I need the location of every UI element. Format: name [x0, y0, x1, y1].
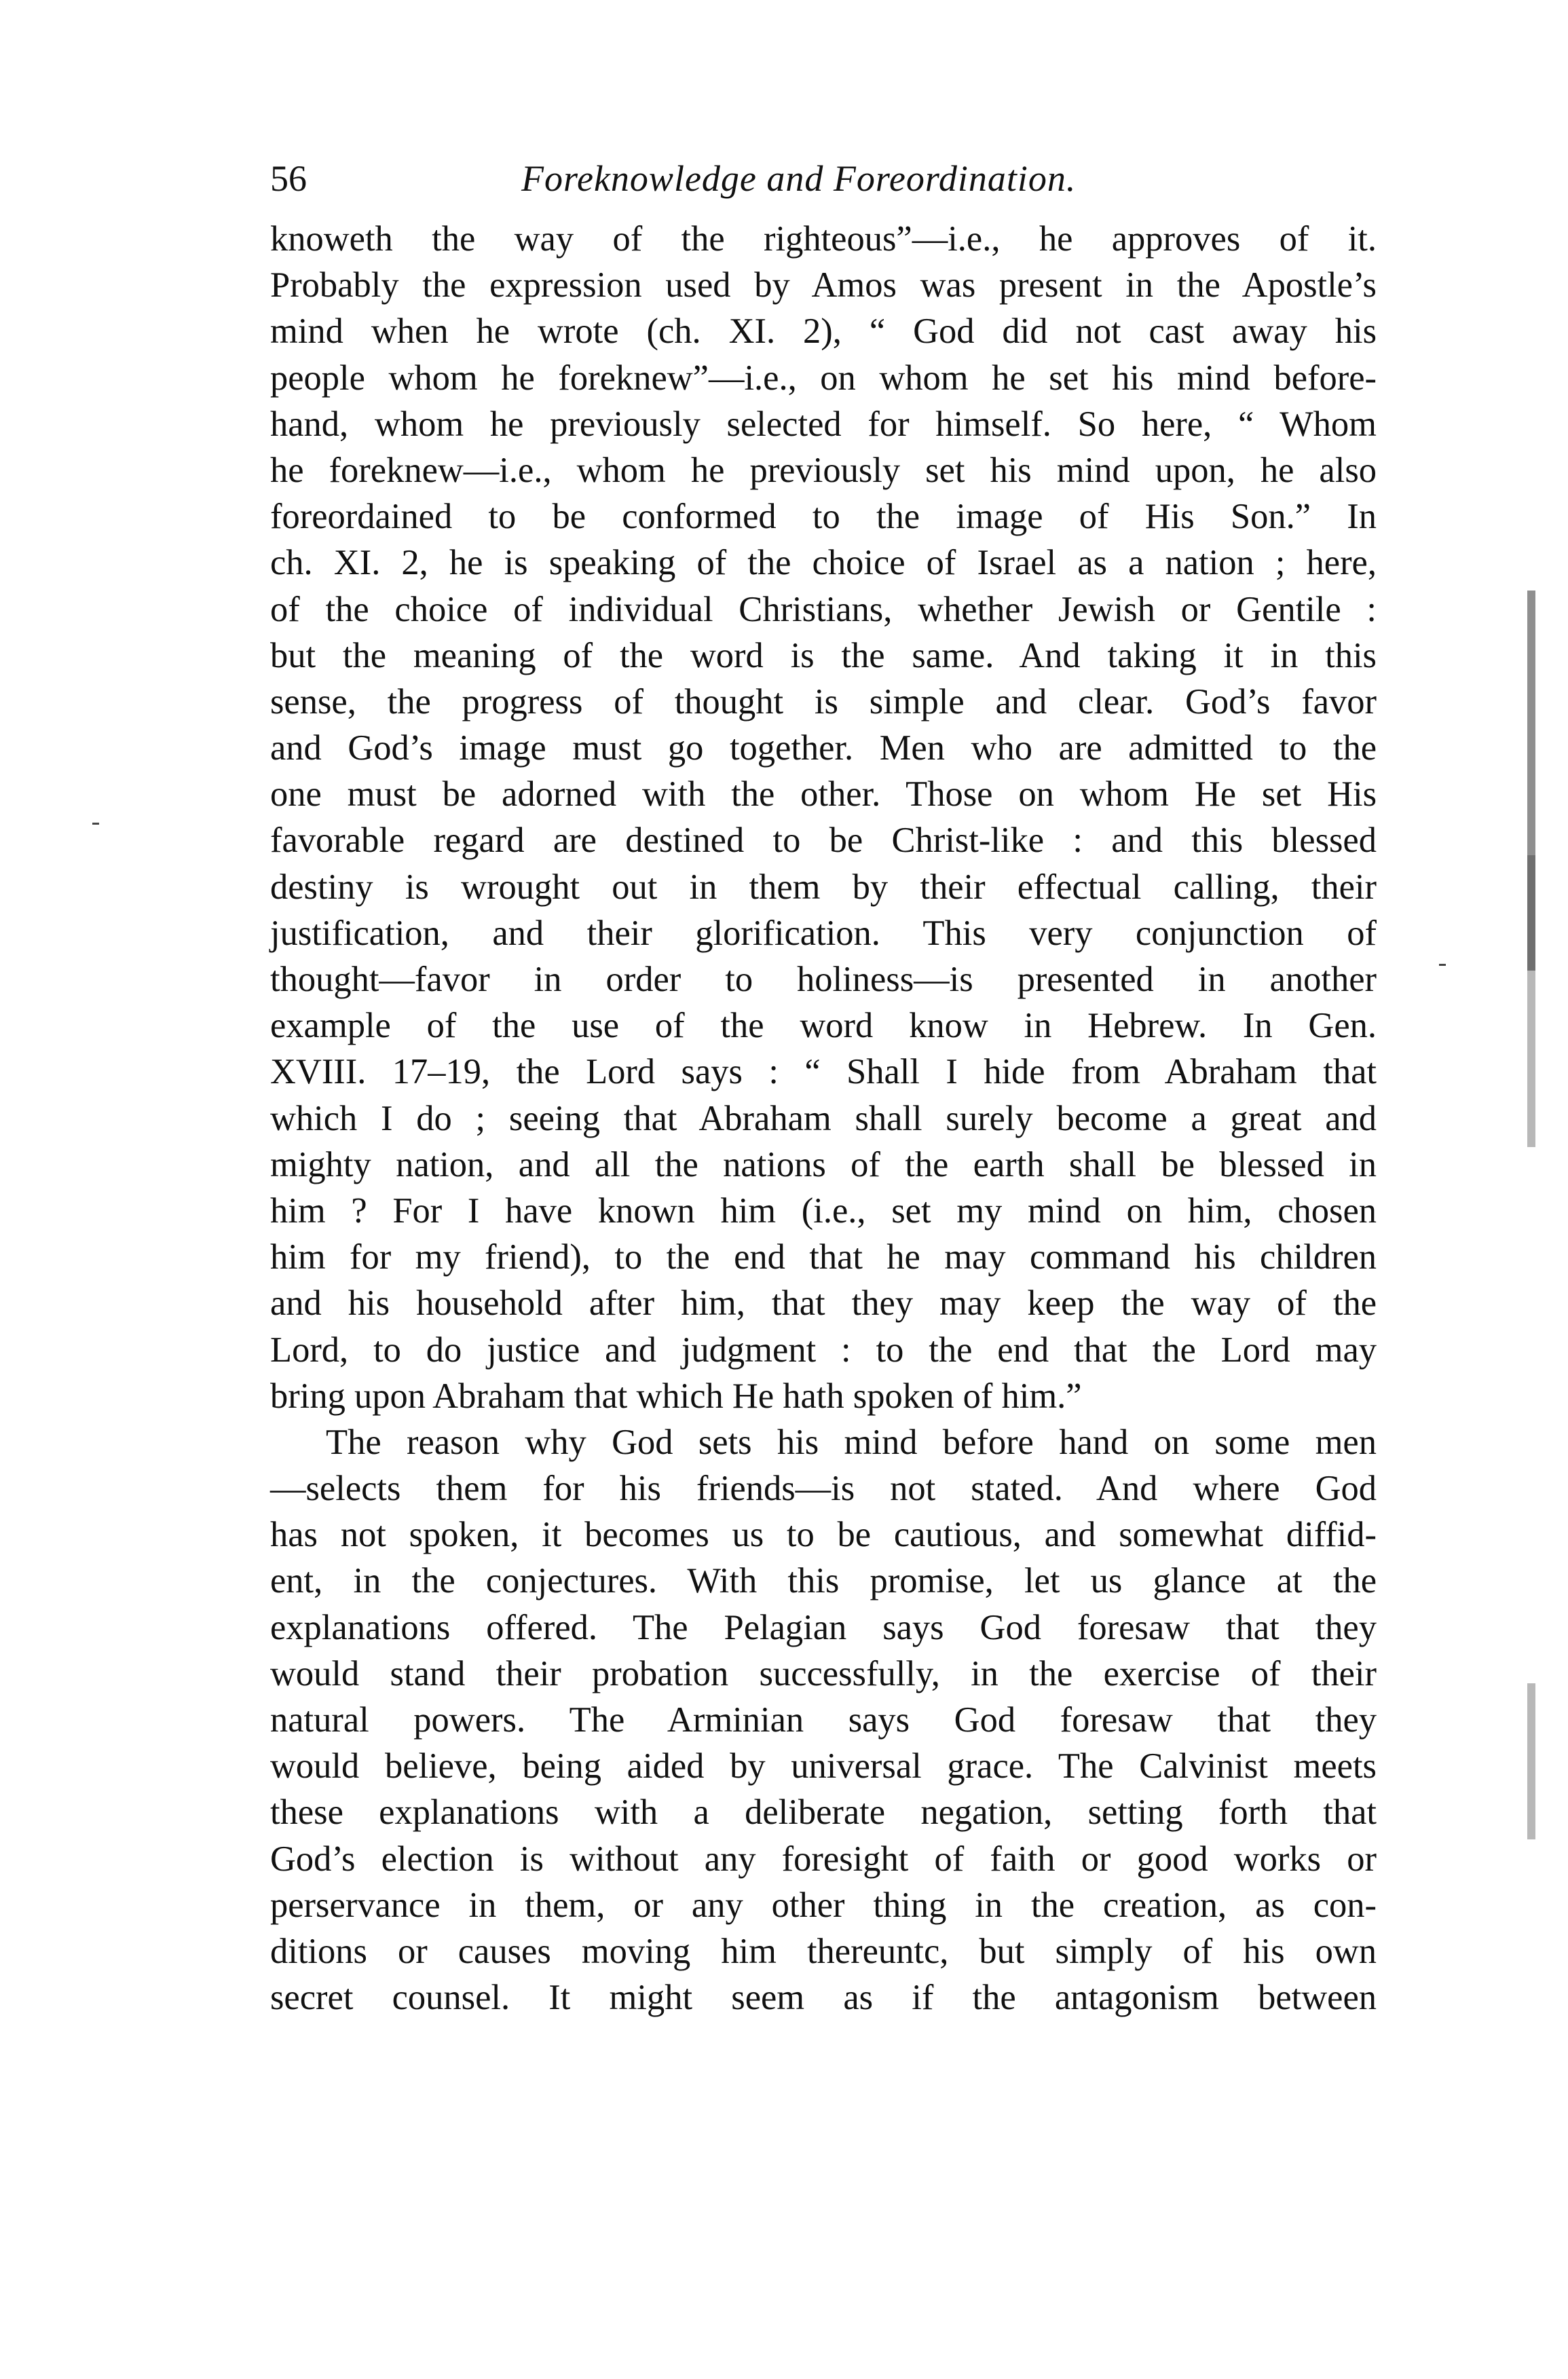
- page-number: 56: [270, 158, 307, 199]
- text-line: and his household after him, that they may keep the way of the: [270, 1284, 1377, 1324]
- text-line: perservance in them, or any other thing in the creation, as con-: [270, 1885, 1377, 1925]
- text-line: Probably the expression used by Amos was present in the Apostle’s: [270, 265, 1377, 305]
- text-line: which I do ; seeing that Abraham shall surely become a great and: [270, 1098, 1377, 1138]
- text-line: sense, the progress of thought is simple and clear. God’s favor: [270, 681, 1377, 722]
- text-line: ch. XI. 2, he is speaking of the choice of Israel as a nation ; here,: [270, 543, 1377, 583]
- text-line: has not spoken, it becomes us to be cautious, and somewhat diffid-: [270, 1515, 1377, 1555]
- text-line: example of the use of the word know in Hebrew. In Gen.: [270, 1006, 1377, 1046]
- text-line: explanations offered. The Pelagian says God foresaw that they: [270, 1607, 1377, 1647]
- scan-edge-shadow: [1527, 855, 1535, 1147]
- text-line: ent, in the conjectures. With this promise, let us glance at the: [270, 1561, 1377, 1601]
- text-line: mind when he wrote (ch. XI. 2), “ God did not cast away his: [270, 312, 1377, 352]
- text-line: The reason why God sets his mind before hand on some men: [326, 1422, 1377, 1462]
- text-line: Lord, to do justice and judgment : to the end that the Lord may: [270, 1330, 1377, 1370]
- text-line: ditions or causes moving him thereuntc, but simply of his own: [270, 1931, 1377, 1971]
- scan-edge-shadow: [1527, 1683, 1535, 1839]
- text-line: hand, whom he previously selected for himself. So here, “ Whom: [270, 404, 1377, 444]
- text-line: secret counsel. It might seem as if the antagonism between: [270, 1978, 1377, 2018]
- text-line: mighty nation, and all the nations of the earth shall be blessed in: [270, 1144, 1377, 1184]
- text-line: but the meaning of the word is the same. And taking it in this: [270, 635, 1377, 675]
- text-line: justification, and their glorification. This very conjunction of: [270, 913, 1377, 953]
- margin-mark: [92, 823, 99, 825]
- text-line: and God’s image must go together. Men who are admitted to the: [270, 728, 1377, 768]
- body-text: [270, 216, 1377, 2021]
- text-line: people whom he foreknew”—i.e., on whom he set his mind before-: [270, 358, 1377, 398]
- page-header: [270, 155, 1397, 202]
- text-line: he foreknew—i.e., whom he previously set his mind upon, he also: [270, 450, 1377, 490]
- text-line: would stand their probation successfully, in the exercise of their: [270, 1653, 1377, 1693]
- text-line: of the choice of individual Christians, whether Jewish or Gentile :: [270, 589, 1377, 629]
- text-line: bring upon Abraham that which He hath spoken of him.”: [270, 1376, 1082, 1416]
- running-title: Foreknowledge and Foreordination.: [521, 158, 1077, 199]
- text-line: these explanations with a deliberate negation, setting forth that: [270, 1793, 1377, 1833]
- text-line: would believe, being aided by universal grace. The Calvinist meets: [270, 1746, 1377, 1786]
- margin-mark: [1439, 964, 1446, 966]
- text-line: one must be adorned with the other. Those on whom He set His: [270, 774, 1377, 814]
- text-line: knoweth the way of the righteous”—i.e., he approves of it.: [270, 219, 1377, 259]
- text-line: destiny is wrought out in them by their effectual calling, their: [270, 867, 1377, 907]
- text-line: —selects them for his friends—is not stated. And where God: [270, 1469, 1377, 1509]
- text-line: him for my friend), to the end that he may command his children: [270, 1237, 1377, 1277]
- text-line: XVIII. 17–19, the Lord says : “ Shall I hide from Abraham that: [270, 1052, 1377, 1092]
- text-line: thought—favor in order to holiness—is presented in another: [270, 960, 1377, 999]
- text-line: natural powers. The Arminian says God foresaw that they: [270, 1700, 1377, 1740]
- text-line: God’s election is without any foresight of faith or good works or: [270, 1839, 1377, 1879]
- text-line: him ? For I have known him (i.e., set my mind on him, chosen: [270, 1191, 1377, 1231]
- text-line: foreordained to be conformed to the image of His Son.” In: [270, 497, 1377, 537]
- text-line: favorable regard are destined to be Christ-like : and this blessed: [270, 821, 1377, 861]
